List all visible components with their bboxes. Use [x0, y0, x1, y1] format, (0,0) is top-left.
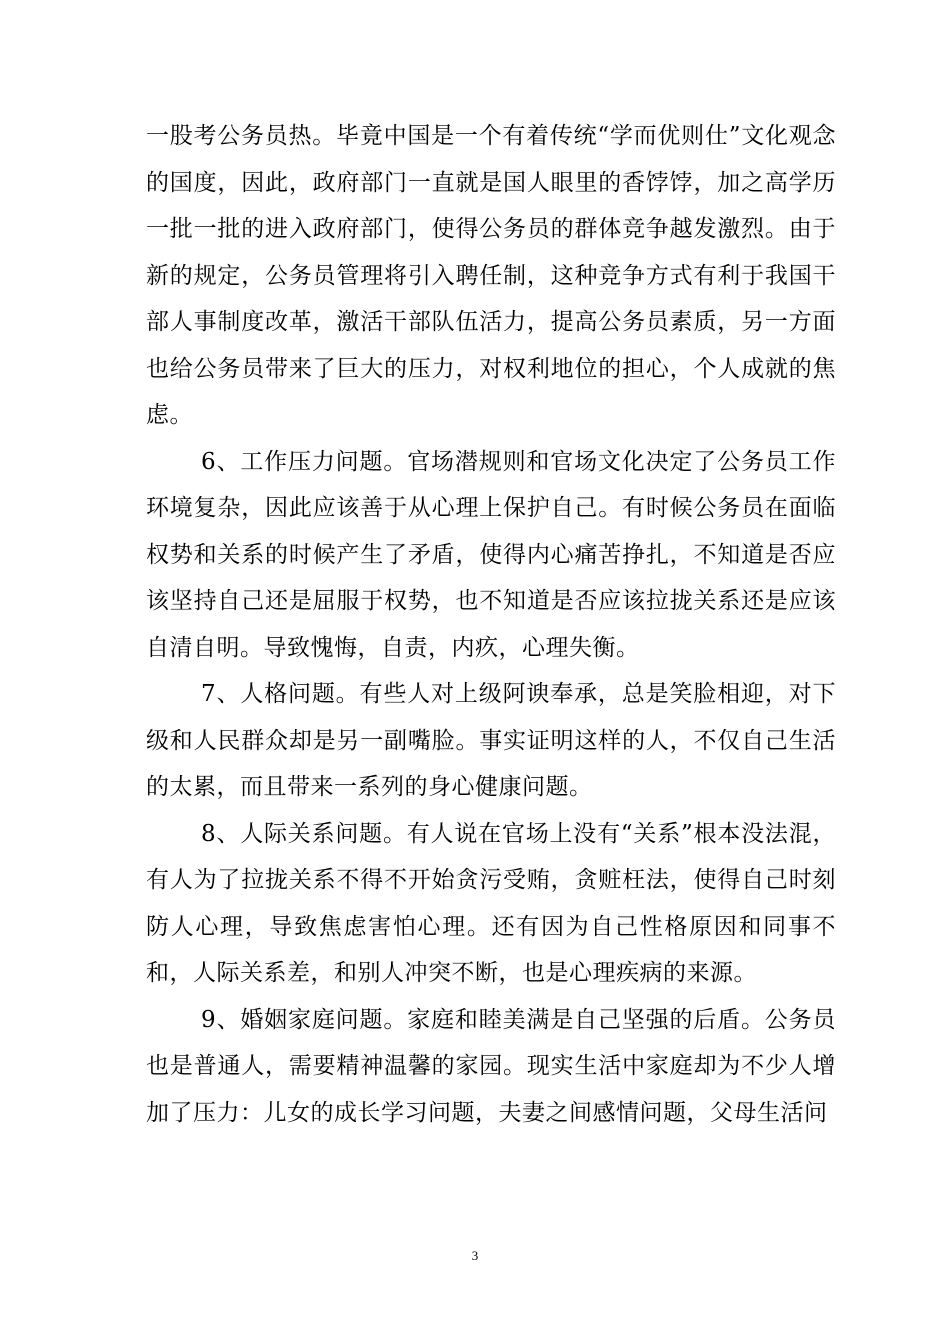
paragraph-item-7: 7、人格问题。有些人对上级阿谀奉承，总是笑脸相迎，对下级和人民群众却是另一副嘴脸。事实证明这样的人，不仅自己生活的太累，而且带来一系列的身心健康问题。	[146, 681, 836, 800]
paragraph-item-6: 6、工作压力问题。官场潜规则和官场文化决定了公务员工作环境复杂，因此应该善于从心理上保护自己。有时候公务员在面临权势和关系的时候产生了矛盾，使得内心痛苦挣扎，不知道是否应该坚持自己还是屈服于权势，也不知道是否应该拉拢关系还是应该自清自明。导致愧悔，自责，内疚，心理失衡。	[146, 448, 836, 661]
paragraph-item-9: 9、婚姻家庭问题。家庭和睦美满是自己坚强的后盾。公务员也是普通人，需要精神温馨的家园。现实生活中家庭却为不少人增加了压力：儿女的成长学习问题，夫妻之间感情问题，父母生活问	[146, 1006, 836, 1126]
paragraph-item-8: 8、人际关系问题。有人说在官场上没有“关系”根本没法混，有人为了拉拢关系不得不开始贪污受贿，贪赃枉法，使得自己时刻防人心理，导致焦虑害怕心理。还有因为自己性格原因和同事不和，人际关系差，和别人冲突不断，也是心理疾病的来源。	[146, 820, 836, 986]
page-number: 3	[471, 1248, 479, 1263]
body-text	[146, 113, 836, 1136]
paragraph-continuation: 一股考公务员热。毕竟中国是一个有着传统“学而优则仕”文化观念的国度，因此，政府部门一直就是国人眼里的香饽饽，加之高学历一批一批的进入政府部门，使得公务员的群体竞争越发激烈。由于新的规定，公务员管理将引入聘任制，这种竞争方式有利于我国干部人事制度改革，激活干部队伍活力，提高公务员素质，另一方面也给公务员带来了巨大的压力，对权利地位的担心，个人成就的焦虑。	[146, 123, 836, 428]
